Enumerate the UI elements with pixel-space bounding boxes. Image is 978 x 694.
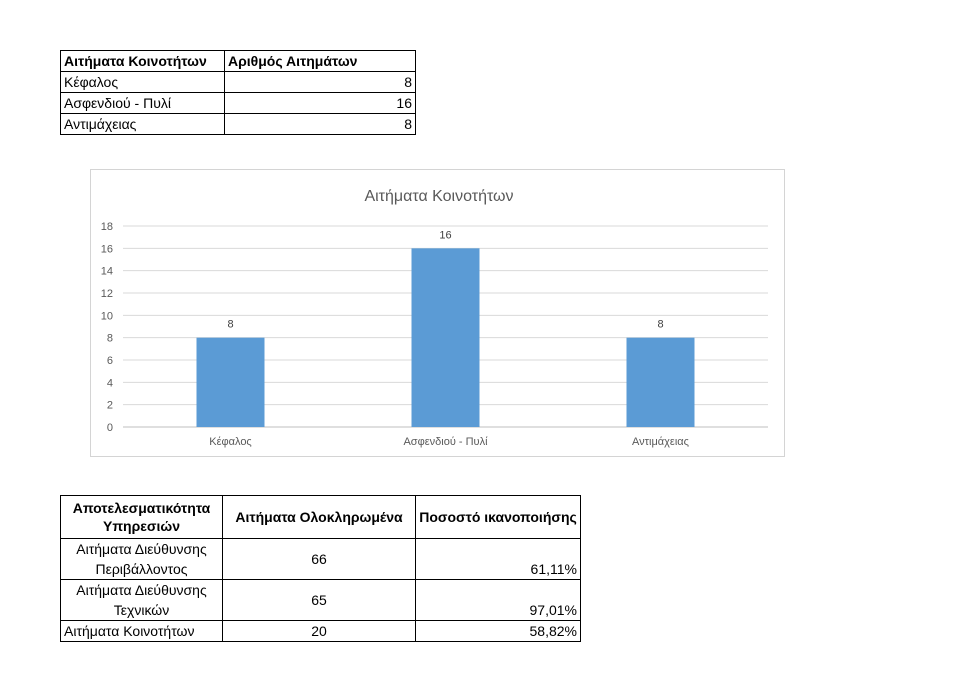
- y-tick-label: 0: [106, 422, 113, 434]
- completed-count: 66: [223, 539, 416, 580]
- header-completed-requests: Αιτήματα Ολοκληρωμένα: [223, 496, 416, 539]
- y-tick-label: 8: [106, 332, 113, 345]
- satisfaction-percent: 58,82%: [416, 621, 581, 642]
- service-name: Αιτήματα Κοινοτήτων: [61, 621, 223, 642]
- header-service-efficiency: Αποτελεσματικότητα Υπηρεσιών: [61, 496, 223, 539]
- community-requests-table: [60, 50, 416, 135]
- request-count: 8: [225, 114, 416, 135]
- service-name: Αιτήματα Διεύθυνσης Περιβάλλοντος: [61, 539, 223, 580]
- y-tick-label: 14: [100, 265, 113, 278]
- header-request-count: Αριθμός Αιτημάτων: [225, 51, 416, 72]
- table-row: [61, 93, 416, 114]
- x-tick-label: Αντιμάχειας: [632, 436, 689, 448]
- table-row: [61, 580, 581, 621]
- data-label: 16: [439, 229, 452, 242]
- bar-chart: [90, 169, 785, 457]
- x-tick-label: Ασφενδιού - Πυλί: [403, 436, 488, 448]
- request-count: 16: [225, 93, 416, 114]
- header-satisfaction-rate: Ποσοστό ικανοποιήσης: [416, 496, 581, 539]
- completed-count: 20: [223, 621, 416, 642]
- community-name: Αντιμάχειας: [61, 114, 225, 135]
- y-tick-label: 10: [100, 310, 113, 323]
- y-tick-label: 18: [100, 221, 113, 233]
- header-community-requests: Αιτήματα Κοινοτήτων: [61, 51, 225, 72]
- data-label: 8: [657, 318, 664, 331]
- table-row: [61, 114, 416, 135]
- chart-svg: [91, 170, 786, 458]
- table-header-row: [61, 496, 581, 539]
- table-row: [61, 539, 581, 580]
- chart-title: Αιτήματα Κοινοτήτων: [364, 188, 514, 205]
- request-count: 8: [225, 72, 416, 93]
- table-row: [61, 621, 581, 642]
- y-tick-label: 12: [100, 288, 113, 300]
- table-row: [61, 72, 416, 93]
- satisfaction-percent: 97,01%: [416, 580, 581, 621]
- community-name: Ασφενδιού - Πυλί: [61, 93, 225, 114]
- y-tick-label: 6: [106, 355, 113, 367]
- service-name: Αιτήματα Διεύθυνσης Τεχνικών: [61, 580, 223, 621]
- satisfaction-percent: 61,11%: [416, 539, 581, 580]
- bar: [197, 338, 265, 427]
- service-efficiency-table: [60, 495, 581, 642]
- bar: [627, 338, 695, 427]
- table-header-row: [61, 51, 416, 72]
- y-tick-label: 16: [100, 243, 113, 256]
- community-name: Κέφαλος: [61, 72, 225, 93]
- bar: [412, 248, 480, 427]
- x-tick-label: Κέφαλος: [209, 436, 252, 448]
- y-tick-label: 4: [106, 377, 113, 390]
- completed-count: 65: [223, 580, 416, 621]
- y-tick-label: 2: [106, 399, 113, 412]
- data-label: 8: [227, 318, 234, 331]
